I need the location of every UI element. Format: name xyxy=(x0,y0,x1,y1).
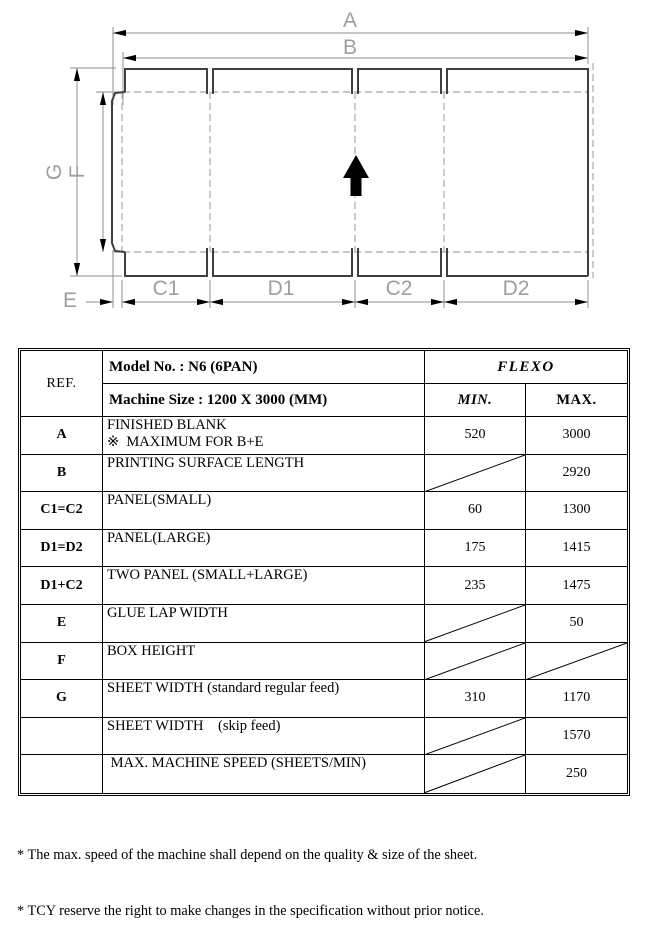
row-min: 175 xyxy=(425,530,526,568)
dimension-label-c1: C1 xyxy=(152,277,180,300)
row-desc: PANEL(LARGE) xyxy=(103,530,425,568)
footnote-disclaimer: * TCY reserve the right to make changes in the specification without prior notice. xyxy=(17,902,484,919)
row-min: 310 xyxy=(425,680,526,718)
row-desc: SHEET WIDTH (standard regular feed) xyxy=(103,680,425,718)
row-min-na xyxy=(425,643,526,681)
row-min-na xyxy=(425,755,526,793)
box-blank-diagram xyxy=(0,0,649,335)
row-desc-line1: FINISHED BLANK xyxy=(107,417,227,433)
row-ref: E xyxy=(21,605,103,643)
na-diagonal xyxy=(425,643,525,680)
row-desc: MAX. MACHINE SPEED (SHEETS/MIN) xyxy=(103,755,425,793)
row-max-na xyxy=(526,643,627,681)
row-max: 1475 xyxy=(526,567,627,605)
footnote-speed: * The max. speed of the machine shall depend on the quality & size of the sheet. xyxy=(17,847,478,863)
na-diagonal xyxy=(425,605,525,642)
row-desc: PRINTING SURFACE LENGTH xyxy=(103,455,425,493)
row-ref xyxy=(21,755,103,793)
spec-table xyxy=(18,348,630,796)
dimension-label-f: F xyxy=(66,165,89,179)
dimension-label-c2: C2 xyxy=(385,277,413,300)
row-ref: D1+C2 xyxy=(21,567,103,605)
row-max: 1570 xyxy=(526,718,627,756)
row-ref: C1=C2 xyxy=(21,492,103,530)
dimension-label-d1: D1 xyxy=(267,277,295,300)
row-desc: TWO PANEL (SMALL+LARGE) xyxy=(103,567,425,605)
footnotes xyxy=(17,809,484,939)
dimension-label-d2: D2 xyxy=(502,277,530,300)
row-min: 520 xyxy=(425,417,526,455)
row-desc-line2: ※ MAXIMUM FOR B+E xyxy=(107,434,264,450)
header-model: Model No. : N6 (6PAN) xyxy=(103,351,425,384)
row-ref: F xyxy=(21,643,103,681)
row-ref: B xyxy=(21,455,103,493)
row-max: 50 xyxy=(526,605,627,643)
row-max: 1170 xyxy=(526,680,627,718)
row-max: 3000 xyxy=(526,417,627,455)
row-desc xyxy=(103,417,425,455)
header-ref: REF. xyxy=(21,351,103,417)
dimension-label-g: G xyxy=(43,163,66,181)
header-machine-size: Machine Size : 1200 X 3000 (MM) xyxy=(103,384,425,417)
dimension-label-a: A xyxy=(342,9,358,32)
row-desc: PANEL(SMALL) xyxy=(103,492,425,530)
row-min: 235 xyxy=(425,567,526,605)
row-min-na xyxy=(425,605,526,643)
row-min: 60 xyxy=(425,492,526,530)
row-min-na xyxy=(425,455,526,493)
row-min-na xyxy=(425,718,526,756)
dimension-label-e: E xyxy=(62,289,78,312)
row-ref: A xyxy=(21,417,103,455)
na-diagonal xyxy=(425,718,525,755)
row-max: 1415 xyxy=(526,530,627,568)
row-desc: BOX HEIGHT xyxy=(103,643,425,681)
na-diagonal xyxy=(526,643,627,680)
na-diagonal xyxy=(425,455,525,492)
row-ref xyxy=(21,718,103,756)
dimension-label-b: B xyxy=(342,36,358,59)
row-desc: GLUE LAP WIDTH xyxy=(103,605,425,643)
row-ref: G xyxy=(21,680,103,718)
na-diagonal xyxy=(425,755,525,793)
glue-lap-outline xyxy=(112,92,125,252)
header-flexo: FLEXO xyxy=(425,351,627,384)
header-max: MAX. xyxy=(526,384,627,417)
row-max: 250 xyxy=(566,766,587,782)
row-ref: D1=D2 xyxy=(21,530,103,568)
row-desc: SHEET WIDTH (skip feed) xyxy=(103,718,425,756)
dimension-lines xyxy=(77,33,588,302)
row-max: 2920 xyxy=(526,455,627,493)
header-min: MIN. xyxy=(425,384,526,417)
feed-direction-arrow-icon xyxy=(343,155,369,196)
row-max: 1300 xyxy=(526,492,627,530)
